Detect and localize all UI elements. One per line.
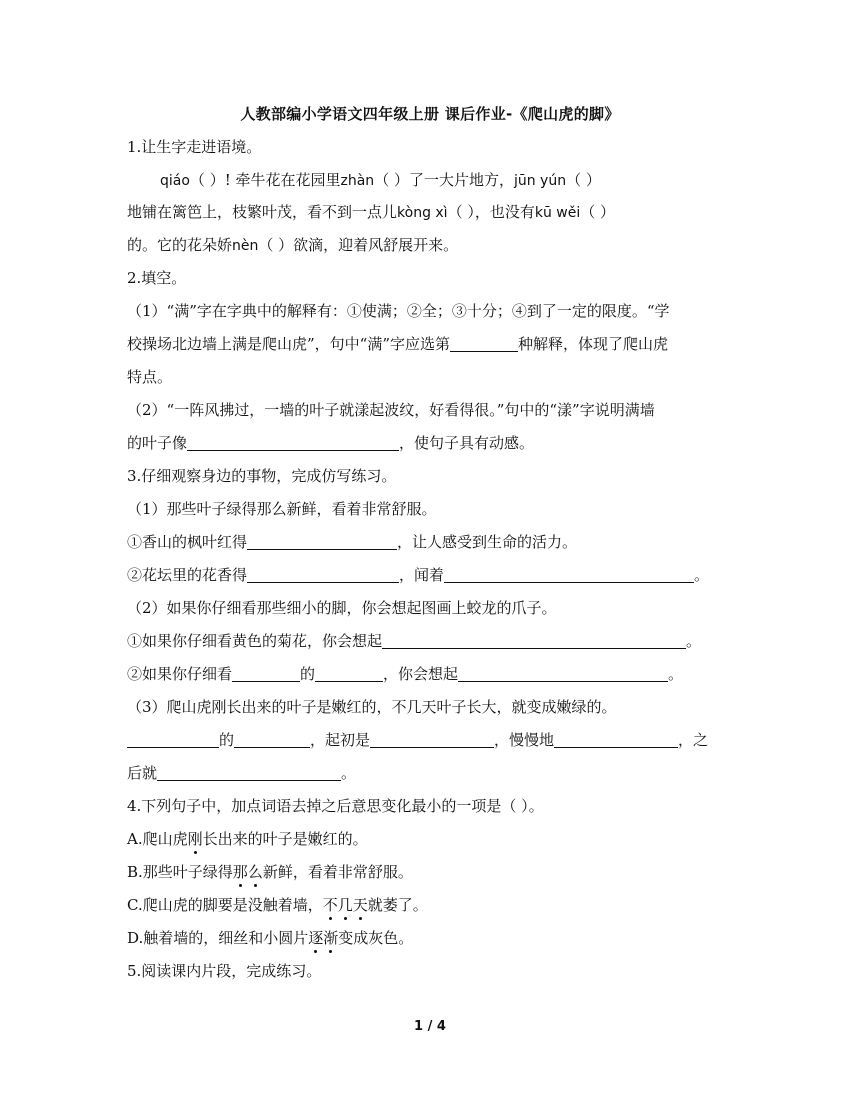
answer-blank[interactable] bbox=[247, 534, 397, 550]
answer-blank[interactable] bbox=[370, 732, 494, 748]
q1-line-3 bbox=[127, 235, 458, 256]
q1-line-2 bbox=[127, 202, 615, 223]
q4-option-d bbox=[127, 928, 413, 948]
text: ①香山的枫叶红得 bbox=[127, 533, 248, 551]
q2-s2-line-2 bbox=[127, 433, 534, 453]
answer-blank[interactable] bbox=[234, 732, 310, 748]
q3-s3-b bbox=[127, 763, 356, 783]
text: B.那些叶子绿得 bbox=[127, 863, 233, 881]
text: 变成灰色。 bbox=[338, 929, 414, 947]
text: （ ）欲滴，迎着风舒展开来。 bbox=[258, 236, 459, 254]
dotted-char: 几 bbox=[337, 896, 353, 914]
answer-blank[interactable] bbox=[157, 765, 341, 781]
answer-blank[interactable] bbox=[450, 336, 518, 352]
text: 校操场北边墙上满是爬山虎”，句中“满”字应选第 bbox=[127, 335, 451, 353]
q3-s2-b bbox=[127, 664, 683, 684]
q3-s1: （1）那些叶子绿得那么新鲜，看着非常舒服。 bbox=[127, 500, 437, 518]
text: ①如果你仔细看黄色的菊花，你会想起 bbox=[127, 632, 383, 650]
q3-s2: （2）如果你仔细看那些细小的脚，你会想起图画上蛟龙的爪子。 bbox=[127, 599, 557, 617]
dotted-char: 么 bbox=[247, 863, 263, 881]
q1-heading: 1.让生字走进语境。 bbox=[127, 138, 262, 156]
pinyin: kū wěi bbox=[534, 205, 581, 221]
text: 后就 bbox=[127, 764, 158, 782]
text: ，使句子具有动感。 bbox=[399, 434, 535, 452]
text: 的叶子像 bbox=[127, 434, 188, 452]
text: （ ），也没有 bbox=[447, 203, 535, 221]
q3-s2-a bbox=[127, 631, 701, 651]
text: 。 bbox=[686, 632, 702, 650]
answer-blank[interactable] bbox=[187, 435, 399, 451]
answer-blank[interactable] bbox=[458, 666, 668, 682]
text: ，你会想起 bbox=[383, 665, 459, 683]
text: ②花坛里的花香得 bbox=[127, 566, 248, 584]
text: 地铺在篱笆上，枝繁叶茂，看不到一点儿 bbox=[127, 203, 398, 221]
text: 的。它的花朵娇 bbox=[127, 236, 233, 254]
dotted-char: 那 bbox=[232, 863, 248, 881]
q2-s1-line-3: 特点。 bbox=[127, 368, 173, 386]
dotted-char: 渐 bbox=[323, 929, 339, 947]
text: 。 bbox=[668, 665, 684, 683]
text: C.爬山虎的脚要是没触着墙， bbox=[127, 896, 323, 914]
dotted-char: 不 bbox=[322, 896, 338, 914]
q2-s1-line-2 bbox=[127, 334, 668, 354]
page-title: 人教部编小学语文四年级上册 课后作业-《爬山虎的脚》 bbox=[240, 105, 620, 123]
q3-s1-b bbox=[127, 565, 709, 585]
q2-s1-line-1: （1）“满”字在字典中的解释有：①使满；②全；③十分；④到了一定的限度。“学 bbox=[127, 302, 670, 320]
q4-option-a bbox=[127, 829, 368, 849]
answer-blank[interactable] bbox=[127, 732, 219, 748]
q3-heading: 3.仔细观察身边的事物，完成仿写练习。 bbox=[127, 467, 397, 485]
q2-heading: 2.填空。 bbox=[127, 269, 187, 287]
q1-line-1 bbox=[160, 170, 601, 191]
dotted-word-text bbox=[233, 863, 263, 881]
answer-blank[interactable] bbox=[382, 633, 686, 649]
text: D.触着墙的，细丝和小圆片 bbox=[127, 929, 309, 947]
dotted-char: 天 bbox=[352, 896, 368, 914]
text: （ ） bbox=[580, 203, 616, 221]
dotted-word bbox=[308, 929, 338, 947]
q4-option-c bbox=[127, 895, 428, 915]
pinyin: zhàn bbox=[340, 173, 375, 189]
text: 的 bbox=[219, 731, 235, 749]
pinyin: jūn yún bbox=[513, 173, 567, 189]
text: （ ）! 牵牛花在花园里 bbox=[189, 171, 341, 189]
text: （ ）了一大片地方， bbox=[374, 171, 514, 189]
q3-s3-a bbox=[127, 730, 708, 750]
text: 。 bbox=[694, 566, 710, 584]
q3-s3: （3）爬山虎刚长出来的叶子是嫩红的，不几天叶子长大，就变成嫩绿的。 bbox=[127, 698, 617, 716]
text: ，闻着 bbox=[399, 566, 445, 584]
text: ，起初是 bbox=[310, 731, 371, 749]
text: 新鲜，看着非常舒服。 bbox=[262, 863, 413, 881]
dotted-word: 刚 bbox=[187, 830, 203, 848]
text: 长出来的叶子是嫩红的。 bbox=[202, 830, 368, 848]
dotted-word bbox=[233, 863, 263, 881]
text: 就萎了。 bbox=[367, 896, 428, 914]
answer-blank[interactable] bbox=[554, 732, 678, 748]
text: ，慢慢地 bbox=[494, 731, 555, 749]
q4-heading: 4.下列句子中，加点词语去掉之后意思变化最小的一项是（ ）。 bbox=[127, 797, 544, 815]
text: 种解释，体现了爬山虎 bbox=[518, 335, 669, 353]
pinyin: kòng xì bbox=[397, 205, 448, 221]
answer-blank[interactable] bbox=[247, 567, 399, 583]
text: ②如果你仔细看 bbox=[127, 665, 233, 683]
text: 。 bbox=[341, 764, 357, 782]
q4-option-b bbox=[127, 862, 413, 882]
answer-blank[interactable] bbox=[232, 666, 300, 682]
page-number: 1 / 4 bbox=[414, 1019, 446, 1034]
text: 的 bbox=[300, 665, 316, 683]
dotted-word bbox=[323, 896, 368, 914]
answer-blank[interactable] bbox=[315, 666, 383, 682]
q2-s2-line-1: （2）“一阵风拂过，一墙的叶子就漾起波纹，好看得很。”句中的“漾”字说明满墙 bbox=[127, 401, 655, 419]
q5-heading: 5.阅读课内片段，完成练习。 bbox=[127, 962, 322, 980]
text: ，让人感受到生命的活力。 bbox=[397, 533, 578, 551]
pinyin: nèn bbox=[232, 238, 259, 254]
text: A.爬山虎 bbox=[127, 830, 188, 848]
dotted-char: 逐 bbox=[308, 929, 324, 947]
text: （ ） bbox=[566, 171, 601, 189]
q3-s1-a bbox=[127, 532, 577, 552]
pinyin: qiáo bbox=[160, 173, 190, 189]
text: ，之 bbox=[678, 731, 709, 749]
answer-blank[interactable] bbox=[444, 567, 694, 583]
